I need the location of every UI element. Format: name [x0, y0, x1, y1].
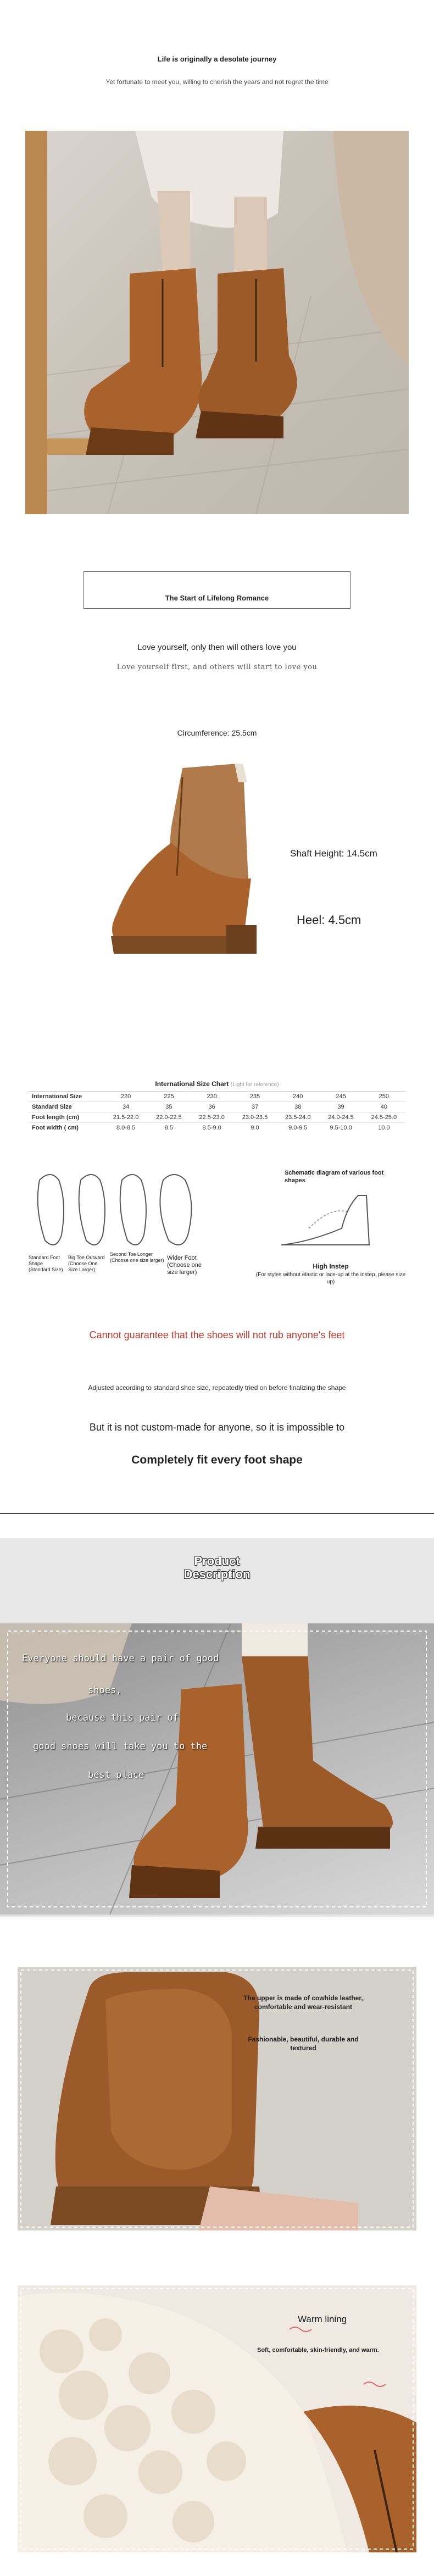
size-cell: 225: [164, 1093, 174, 1100]
size-cell: 40: [380, 1104, 387, 1110]
size-cell: 8.5: [164, 1125, 174, 1131]
leather-closeup-photo: [18, 1967, 416, 2230]
foot-shapes-panel: [29, 1169, 405, 1312]
warning-note: Cannot guarantee that the shoes will not rub anyone's feet: [89, 1329, 345, 1340]
custom-note: But it is not custom-made for anyone, so it is impossible to: [89, 1422, 345, 1433]
size-cell: 235: [249, 1093, 260, 1100]
size-row-label: Foot width ( cm): [32, 1125, 79, 1131]
size-row: [29, 1092, 405, 1102]
schematic-title: Schematic diagram of various foot shapes: [285, 1170, 384, 1184]
romance-line-2: Love yourself first, and others will start to love you: [116, 663, 318, 671]
shaft-height-label: Shaft Height: 14.5cm: [290, 848, 377, 859]
romance-line-1: Love yourself, only then will others love you: [137, 643, 297, 652]
size-cell: 34: [122, 1104, 130, 1110]
product-heading-line-2: Description: [183, 1567, 251, 1582]
size-cell: 23.5-24.0: [285, 1114, 311, 1121]
boot-side-view: [100, 760, 287, 958]
size-cell: 9.0-9.5: [288, 1125, 308, 1131]
product-heading: [159, 1555, 275, 1581]
warm-lining-title: Warm lining: [298, 2314, 347, 2324]
warm-lining-desc: Soft, comfortable, skin-friendly, and warm.: [257, 2347, 379, 2354]
size-cell: 230: [207, 1093, 217, 1100]
size-cell: 9.5-10.0: [330, 1125, 352, 1131]
size-cell: 8.0-8.5: [116, 1125, 136, 1131]
size-cell: 37: [251, 1104, 259, 1110]
high-instep-label: High Instep: [313, 1262, 349, 1270]
size-cell: 8.5-9.0: [202, 1125, 221, 1131]
size-row: [29, 1123, 405, 1133]
product-copy-line-3: because this pair of: [66, 1712, 179, 1723]
size-cell: 38: [294, 1104, 302, 1110]
size-cell: 250: [379, 1093, 389, 1100]
heel-label: Heel: 4.5cm: [297, 913, 361, 927]
size-row: [29, 1112, 405, 1123]
product-copy-line-5: best place: [88, 1770, 144, 1781]
leather-line-1: The upper is made of cowhide leather, comfortable and wear-resistant: [243, 1994, 363, 2011]
size-row-label: Foot length (cm): [32, 1114, 80, 1121]
size-cell: 23.0-23.5: [242, 1114, 268, 1121]
size-cell: 220: [120, 1093, 131, 1100]
size-cell: 24.5-25.0: [371, 1114, 397, 1121]
warm-lining-photo: [18, 2285, 416, 2552]
size-cell: 35: [165, 1104, 173, 1110]
size-cell: 10.0: [378, 1125, 390, 1131]
size-table: [29, 1091, 405, 1133]
high-instep-note: (For styles without elastic or lace-up at the instep, please size up): [255, 1272, 406, 1285]
size-cell: 22.0-22.5: [156, 1114, 182, 1121]
size-cell: 9.0: [251, 1125, 259, 1131]
leather-line-2: Fashionable, beautiful, durable and textured: [248, 2035, 359, 2052]
romance-box-title: The Start of Lifelong Romance: [165, 594, 269, 602]
size-cell: 21.5-22.0: [113, 1114, 139, 1121]
adjust-note: Adjusted according to standard shoe size, repeatedly tried on before finalizing the shape: [88, 1384, 346, 1392]
wider-foot-label: Wider Foot (Choose one size larger): [167, 1255, 202, 1276]
boot-pavement-photo: [0, 1623, 434, 1915]
product-copy-line-1: Everyone should have a pair of good: [22, 1653, 219, 1664]
size-cell: 245: [336, 1093, 346, 1100]
size-row: [29, 1102, 405, 1112]
size-chart: [29, 1080, 405, 1133]
standard-foot-label: Standard Foot Shape (Standard Size): [29, 1255, 63, 1272]
big-toe-label: Big Toe Outward (Choose One Size Larger): [68, 1255, 105, 1272]
product-heading-line-1: Product: [194, 1554, 240, 1568]
size-cell: 36: [208, 1104, 215, 1110]
product-copy-line-2: shoes,: [88, 1685, 122, 1696]
fit-note: Completely fit every foot shape: [131, 1454, 303, 1466]
second-toe-label: Second Toe Longer (Choose one size larger): [110, 1251, 164, 1263]
size-row-label: Standard Size: [32, 1104, 72, 1110]
boots-worn-photo: [25, 131, 409, 514]
size-cell: 22.5-23.0: [199, 1114, 225, 1121]
size-chart-note: (Light for reference): [230, 1082, 279, 1088]
size-cell: 240: [293, 1093, 303, 1100]
size-chart-title: International Size Chart: [155, 1080, 229, 1088]
romance-box: [84, 571, 350, 609]
intro-subtitle: Yet fortunate to meet you, willing to cherish the years and not regret the time: [105, 78, 329, 86]
intro-title: Life is originally a desolate journey: [157, 55, 277, 63]
size-row-label: International Size: [32, 1093, 82, 1100]
section-divider: [0, 1513, 434, 1514]
circumference-label: Circumference: 25.5cm: [177, 728, 257, 737]
size-cell: 39: [337, 1104, 344, 1110]
size-cell: 24.0-24.5: [328, 1114, 354, 1121]
product-copy-line-4: good shoes will take you to the: [33, 1741, 208, 1752]
